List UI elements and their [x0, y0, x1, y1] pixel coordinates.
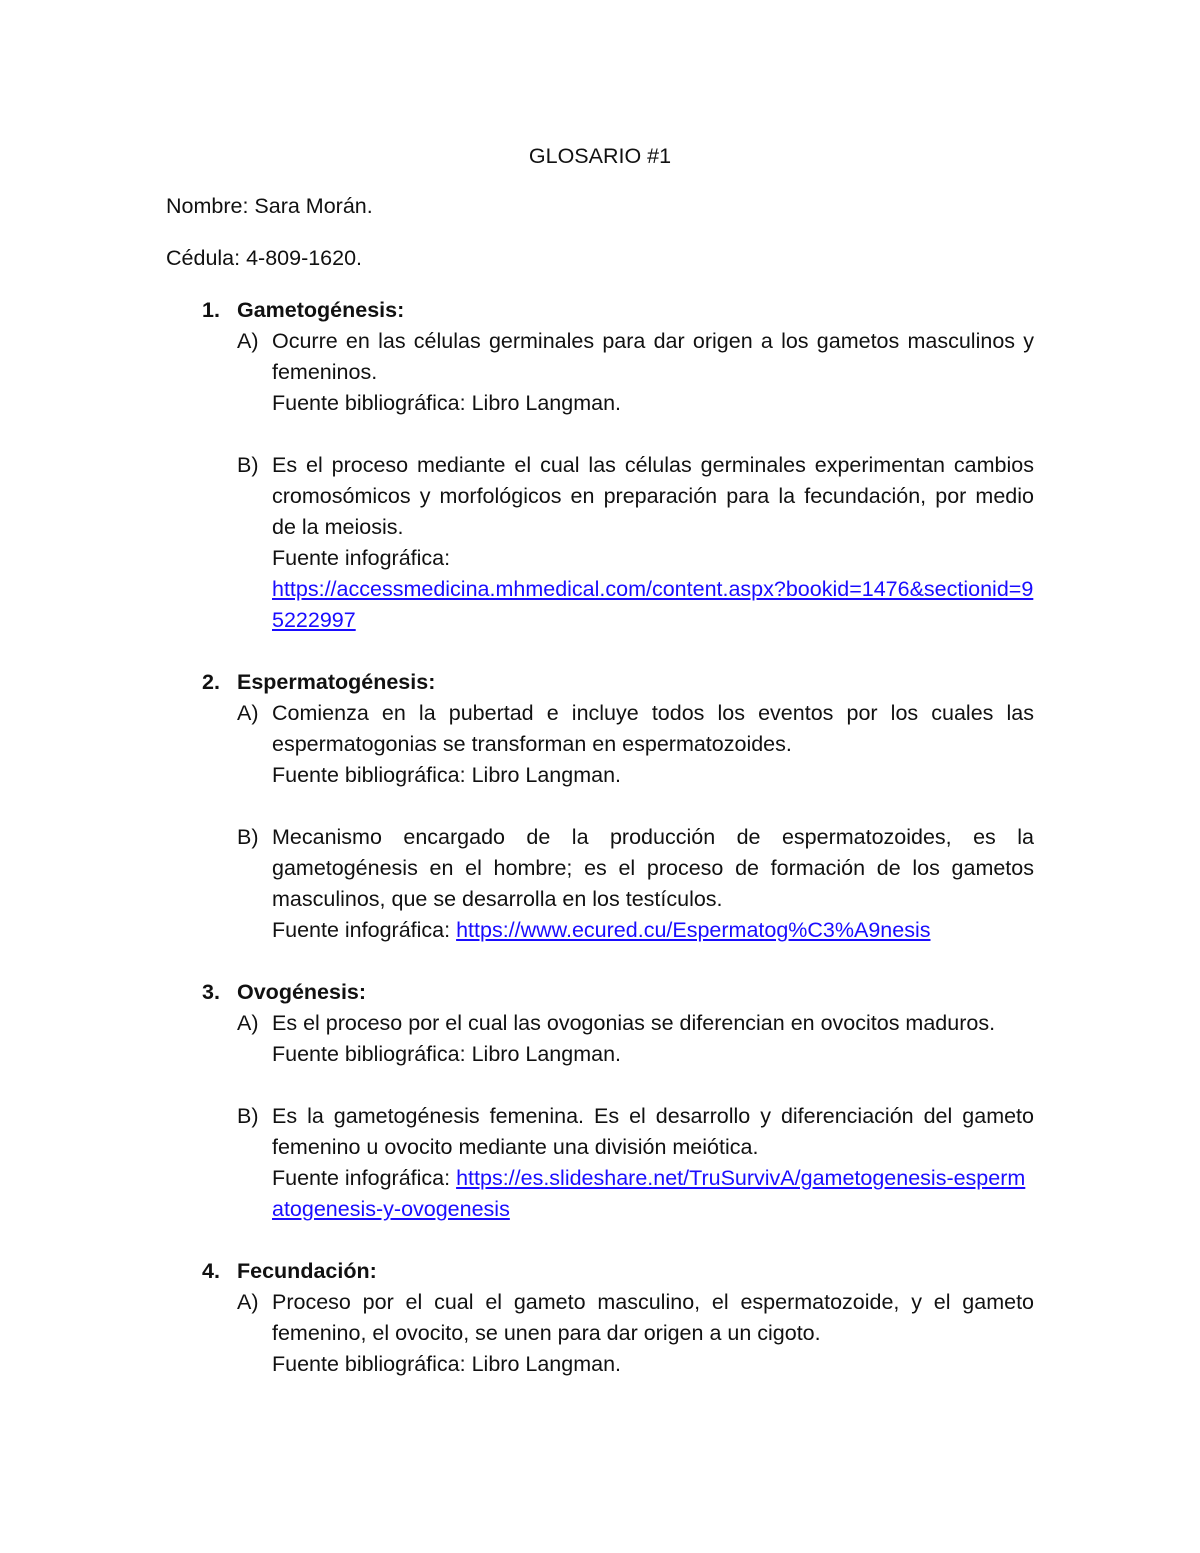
- document-title: GLOSARIO #1: [528, 144, 672, 168]
- source-label: Fuente bibliográfica: Libro Langman.: [272, 391, 621, 415]
- definition: [166, 450, 1034, 636]
- definition: [166, 1101, 1034, 1225]
- glossary-item: [166, 977, 1034, 1225]
- definition-text: Es la gametogénesis femenina. Es el desarrollo y diferenciación del gameto femenino u ovocito mediante una división meiótica.: [272, 1104, 1034, 1159]
- source-link[interactable]: https://es.slideshare.net/TruSurvivA/gametogenesis-espermatogenesis-y-ovogenesis: [272, 1166, 1026, 1221]
- term-title: Gametogénesis:: [237, 298, 405, 322]
- definition: [166, 1287, 1034, 1380]
- definition: [166, 326, 1034, 419]
- item-number: 1.: [202, 298, 220, 322]
- definition-text: Es el proceso por el cual las ovogonias se diferencian en ovocitos maduros.: [272, 1011, 996, 1035]
- item-number: 2.: [202, 670, 220, 694]
- source-link[interactable]: https://accessmedicina.mhmedical.com/content.aspx?bookid=1476&sectionid=95222997: [272, 577, 1034, 632]
- definition-text: Comienza en la pubertad e incluye todos los eventos por los cuales las espermatogonias se transforman en espermatozoides.: [272, 701, 1034, 756]
- source-link[interactable]: https://www.ecured.cu/Espermatog%C3%A9nesis: [456, 918, 931, 942]
- source-label: Fuente infográfica:: [272, 546, 451, 570]
- definition: [166, 1008, 1034, 1070]
- source-label: Fuente bibliográfica: Libro Langman.: [272, 763, 621, 787]
- source-label: Fuente bibliográfica: Libro Langman.: [272, 1352, 621, 1376]
- source-label: Fuente infográfica:: [272, 1166, 451, 1190]
- source-label: Fuente bibliográfica: Libro Langman.: [272, 1042, 621, 1066]
- glossary-term-heading: [166, 1256, 1034, 1287]
- term-title: Fecundación:: [237, 1259, 377, 1283]
- item-number: 4.: [202, 1259, 220, 1283]
- glossary-term-heading: [166, 667, 1034, 698]
- definition: [166, 822, 1034, 946]
- term-title: Espermatogénesis:: [237, 670, 436, 694]
- definition-letter: B): [237, 825, 259, 849]
- student-name: Nombre: Sara Morán.: [166, 194, 373, 218]
- definition-letter: A): [237, 1011, 259, 1035]
- definition-text: Ocurre en las células germinales para dar origen a los gametos masculinos y femeninos.: [272, 329, 1034, 384]
- definition-letter: B): [237, 1104, 259, 1128]
- glossary-term-heading: [166, 295, 1034, 326]
- glossary-term-heading: [166, 977, 1034, 1008]
- definition: [166, 698, 1034, 791]
- term-title: Ovogénesis:: [237, 980, 367, 1004]
- source-label: Fuente infográfica:: [272, 918, 451, 942]
- glossary-item: [166, 1256, 1034, 1380]
- glossary-item: [166, 295, 1034, 636]
- student-id: Cédula: 4-809-1620.: [166, 246, 363, 270]
- definition-letter: A): [237, 329, 259, 353]
- glossary-item: [166, 667, 1034, 946]
- definition-letter: A): [237, 701, 259, 725]
- glossary-list: [166, 295, 1034, 1411]
- definition-letter: B): [237, 453, 259, 477]
- item-number: 3.: [202, 980, 220, 1004]
- definition-text: Es el proceso mediante el cual las células germinales experimentan cambios cromosómicos y morfológicos en preparación para la fecundación, por medio de la meiosis.: [272, 453, 1034, 539]
- definition-text: Proceso por el cual el gameto masculino, el espermatozoide, y el gameto femenino, el ovocito, se unen para dar origen a un cigoto.: [272, 1290, 1034, 1345]
- definition-letter: A): [237, 1290, 259, 1314]
- definition-text: Mecanismo encargado de la producción de espermatozoides, es la gametogénesis en el hombre; es el proceso de formación de los gametos masculinos, que se desarrolla en los testículos.: [272, 825, 1034, 911]
